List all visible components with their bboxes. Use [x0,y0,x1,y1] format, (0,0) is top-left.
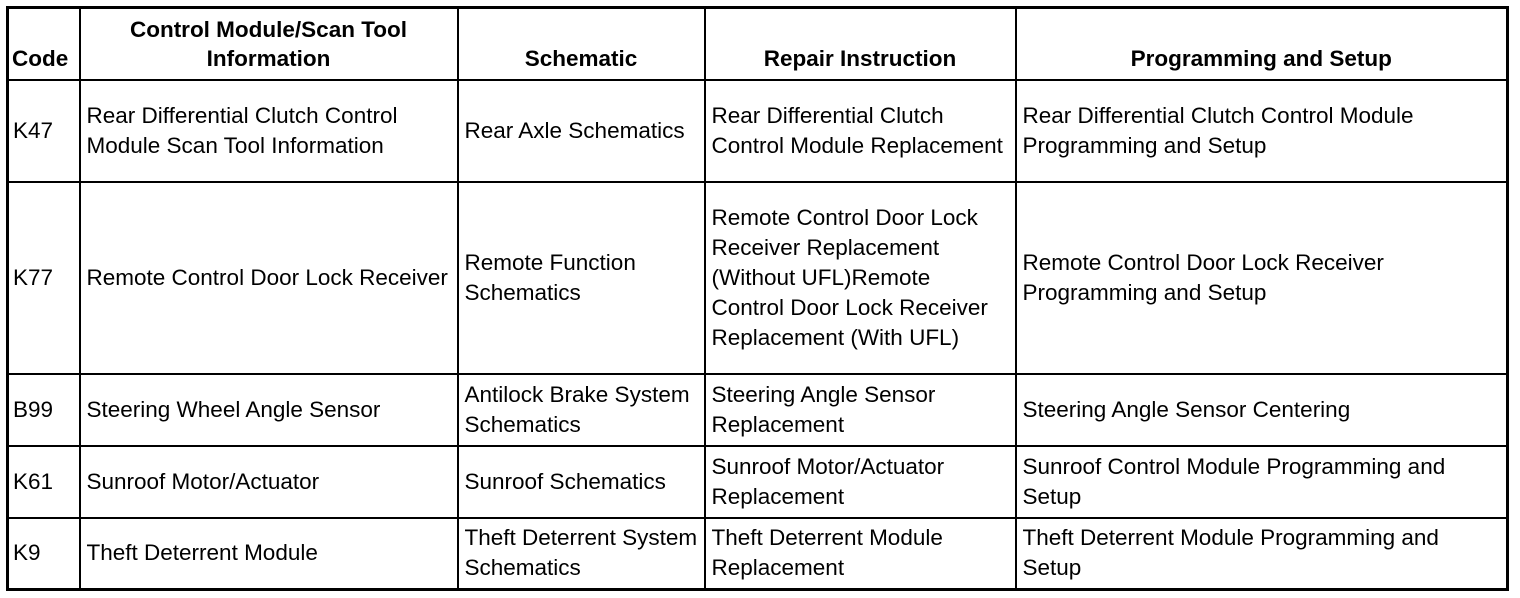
header-repair-instruction: Repair Instruction [705,8,1016,80]
schematic-link[interactable]: Sunroof Schematics [458,446,705,518]
scan-tool-info-link[interactable]: Steering Wheel Angle Sensor [80,374,458,446]
scan-tool-info-link[interactable]: Remote Control Door Lock Receiver [80,182,458,374]
code-cell: B99 [8,374,80,446]
table-row [8,374,1508,446]
code-cell: K77 [8,182,80,374]
code-cell: K9 [8,518,80,590]
repair-instruction-link[interactable]: Theft Deterrent Module Replacement [705,518,1016,590]
header-scan-tool-information: Control Module/Scan Tool Information [80,8,458,80]
scan-tool-info-link[interactable]: Rear Differential Clutch Control Module Scan Tool Information [80,80,458,182]
repair-instruction-link[interactable]: Remote Control Door Lock Receiver Replacement (Without UFL)Remote Control Door Lock Receiver Replacement (With UFL) [705,182,1016,374]
code-cell: K47 [8,80,80,182]
repair-instruction-link[interactable]: Sunroof Motor/Actuator Replacement [705,446,1016,518]
repair-instruction-link[interactable]: Steering Angle Sensor Replacement [705,374,1016,446]
programming-setup-link[interactable]: Theft Deterrent Module Programming and Setup [1016,518,1508,590]
scan-tool-info-link[interactable]: Theft Deterrent Module [80,518,458,590]
table-header-row [8,8,1508,80]
schematic-link[interactable]: Theft Deterrent System Schematics [458,518,705,590]
schematic-link[interactable]: Antilock Brake System Schematics [458,374,705,446]
module-info-table [6,6,1509,591]
repair-instruction-link[interactable]: Rear Differential Clutch Control Module Replacement [705,80,1016,182]
header-code: Code [8,8,80,80]
programming-setup-link[interactable]: Steering Angle Sensor Centering [1016,374,1508,446]
table-row [8,518,1508,590]
programming-setup-link[interactable]: Remote Control Door Lock Receiver Programming and Setup [1016,182,1508,374]
programming-setup-link[interactable]: Sunroof Control Module Programming and Setup [1016,446,1508,518]
schematic-link[interactable]: Remote Function Schematics [458,182,705,374]
schematic-link[interactable]: Rear Axle Schematics [458,80,705,182]
header-programming-and-setup: Programming and Setup [1016,8,1508,80]
table-row [8,80,1508,182]
scan-tool-info-link[interactable]: Sunroof Motor/Actuator [80,446,458,518]
header-schematic: Schematic [458,8,705,80]
table-row [8,446,1508,518]
code-cell: K61 [8,446,80,518]
programming-setup-link[interactable]: Rear Differential Clutch Control Module Programming and Setup [1016,80,1508,182]
table-row [8,182,1508,374]
